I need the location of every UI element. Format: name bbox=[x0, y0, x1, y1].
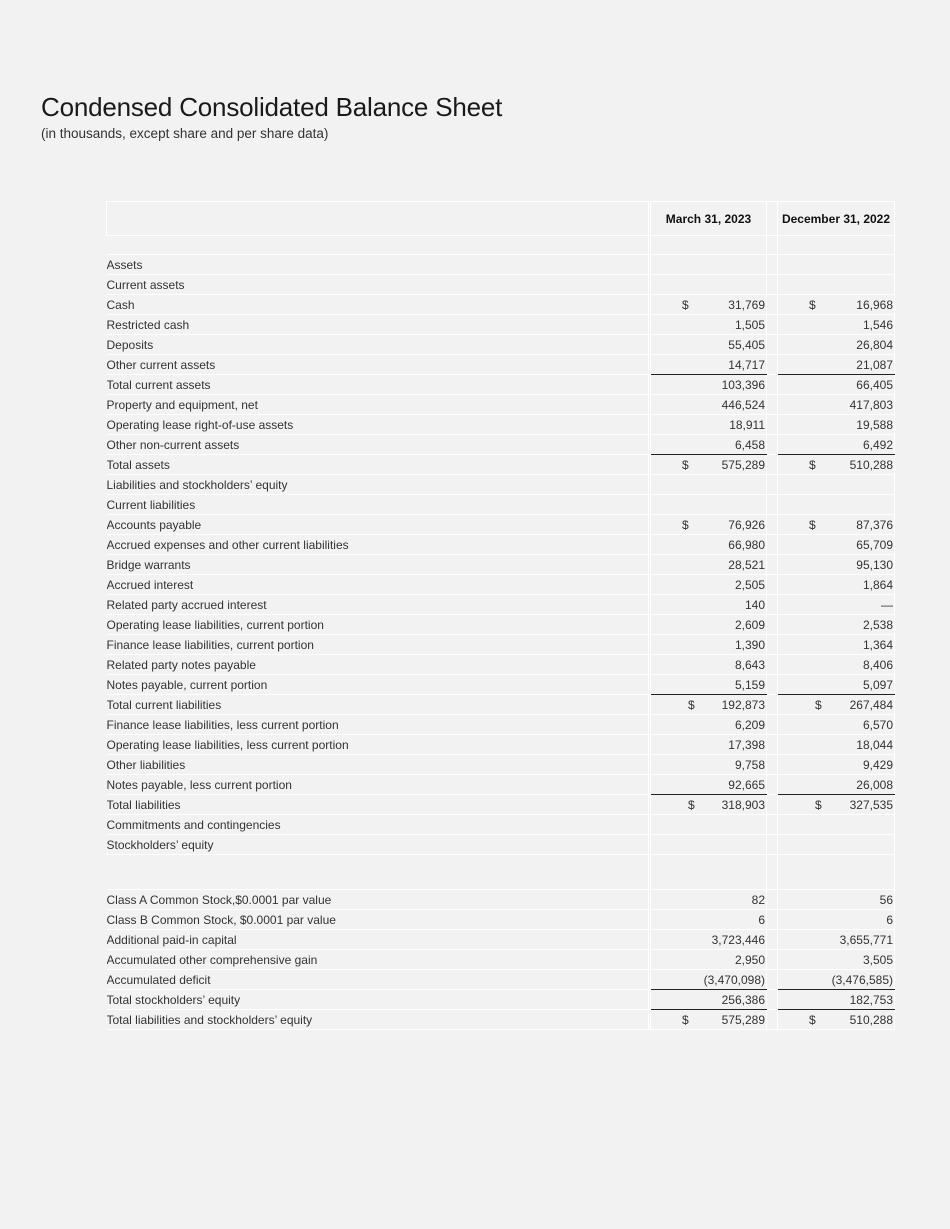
column-header-row bbox=[107, 202, 895, 236]
column-header-march-2023: March 31, 2023 bbox=[651, 202, 767, 236]
table-row-accrued-expenses: Accrued expenses and other current liabilities 66,980 65,709 bbox=[107, 535, 895, 555]
spacer-row bbox=[107, 855, 895, 890]
section-row-assets: Assets bbox=[107, 255, 895, 275]
table-row-accumulated-deficit: Accumulated deficit (3,470,098) (3,476,585) bbox=[107, 970, 895, 990]
table-row-fin-lease-current: Finance lease liabilities, current portion 1,390 1,364 bbox=[107, 635, 895, 655]
table-row-related-notes: Related party notes payable 8,643 8,406 bbox=[107, 655, 895, 675]
table-row-restricted-cash: Restricted cash 1,505 1,546 bbox=[107, 315, 895, 335]
table-row-bridge-warrants: Bridge warrants 28,521 95,130 bbox=[107, 555, 895, 575]
table-row-class-a: Class A Common Stock,$0.0001 par value 82 56 bbox=[107, 890, 895, 910]
spacer-row bbox=[107, 236, 895, 255]
table-row-total-current-assets: Total current assets 103,396 66,405 bbox=[107, 375, 895, 395]
table-row-notes-current: Notes payable, current portion 5,159 5,097 bbox=[107, 675, 895, 695]
table-row-op-lease-current: Operating lease liabilities, current portion 2,609 2,538 bbox=[107, 615, 895, 635]
section-row-current-assets: Current assets bbox=[107, 275, 895, 295]
table-row-total-liabilities: Total liabilities $ 318,903 $ 327,535 bbox=[107, 795, 895, 815]
table-row-notes-noncurrent: Notes payable, less current portion 92,665 26,008 bbox=[107, 775, 895, 795]
section-row-current-liabilities: Current liabilities bbox=[107, 495, 895, 515]
table-row-accounts-payable: Accounts payable $ 76,926 $ 87,376 bbox=[107, 515, 895, 535]
table-row-other-current-assets: Other current assets 14,717 21,087 bbox=[107, 355, 895, 375]
table-row-related-accrued-interest: Related party accrued interest 140 — bbox=[107, 595, 895, 615]
table-row-fin-lease-noncurrent: Finance lease liabilities, less current portion 6,209 6,570 bbox=[107, 715, 895, 735]
column-header-december-2022: December 31, 2022 bbox=[778, 202, 895, 236]
balance-sheet-table bbox=[106, 201, 895, 1030]
table-row-deposits: Deposits 55,405 26,804 bbox=[107, 335, 895, 355]
page-title: Condensed Consolidated Balance Sheet bbox=[41, 92, 503, 122]
table-row-operating-lease-rou: Operating lease right-of-use assets 18,911 19,588 bbox=[107, 415, 895, 435]
table-row-apic: Additional paid-in capital 3,723,446 3,655,771 bbox=[107, 930, 895, 950]
section-row-stockholders-equity: Stockholders’ equity bbox=[107, 835, 895, 855]
table-row-accrued-interest: Accrued interest 2,505 1,864 bbox=[107, 575, 895, 595]
table-row-aoci: Accumulated other comprehensive gain 2,950 3,505 bbox=[107, 950, 895, 970]
table-row-ppe: Property and equipment, net 446,524 417,803 bbox=[107, 395, 895, 415]
page-subtitle: (in thousands, except share and per share data) bbox=[41, 126, 329, 141]
table-row-cash: Cash $ 31,769 $ 16,968 bbox=[107, 295, 895, 315]
table-row-total-current-liabilities: Total current liabilities $ 192,873 $ 267,484 bbox=[107, 695, 895, 715]
table-row-other-liabilities: Other liabilities 9,758 9,429 bbox=[107, 755, 895, 775]
table-row-class-b: Class B Common Stock, $0.0001 par value 6 6 bbox=[107, 910, 895, 930]
section-row-liabilities-equity: Liabilities and stockholders’ equity bbox=[107, 475, 895, 495]
table-row-total-assets: Total assets $ 575,289 $ 510,288 bbox=[107, 455, 895, 475]
table-row-total-liabilities-equity: Total liabilities and stockholders’ equity $ 575,289 $ 510,288 bbox=[107, 1010, 895, 1030]
section-row-commitments: Commitments and contingencies bbox=[107, 815, 895, 835]
table-row-total-equity: Total stockholders’ equity 256,386 182,753 bbox=[107, 990, 895, 1010]
table-row-other-noncurrent-assets: Other non-current assets 6,458 6,492 bbox=[107, 435, 895, 455]
table-row-op-lease-noncurrent: Operating lease liabilities, less current portion 17,398 18,044 bbox=[107, 735, 895, 755]
